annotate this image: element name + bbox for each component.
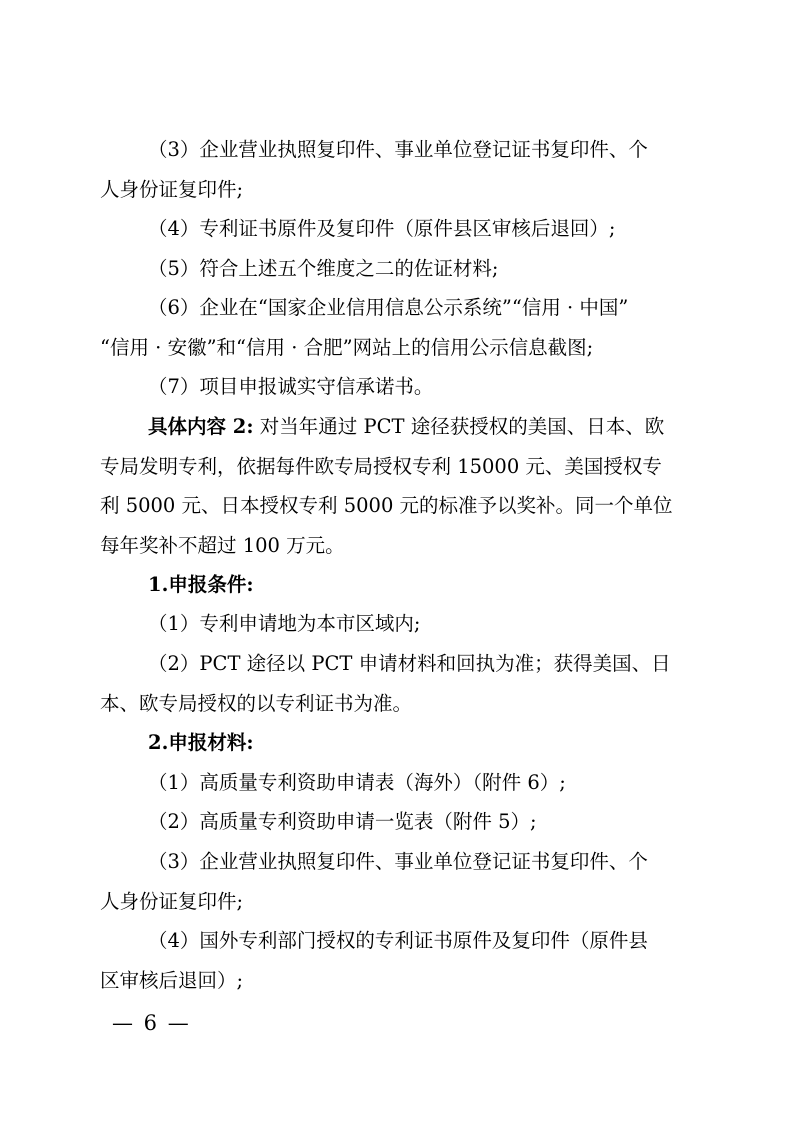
text-line: 本、欧专局授权的以专利证书为准。	[100, 691, 413, 715]
paragraph-condition-2	[100, 644, 695, 723]
paragraph-content-2	[100, 407, 695, 565]
text-line: （6）企业在“国家企业信用信息公示系统”“信用 · 中国”	[148, 296, 629, 319]
paragraph-material-3	[100, 842, 695, 921]
paragraph-material-4	[100, 921, 695, 1000]
section-heading-conditions	[100, 565, 695, 605]
text-line: （1）专利申请地为本市区域内;	[148, 612, 421, 635]
paragraph-item-3-materials	[100, 130, 695, 209]
text-line: （2）高质量专利资助申请一览表（附件 5）;	[148, 810, 537, 833]
text-line: （1）高质量专利资助申请表（海外）（附件 6）;	[148, 771, 566, 794]
paragraph-material-2	[100, 802, 695, 842]
content-label: 具体内容 2:	[148, 415, 254, 438]
text-line: 人身份证复印件;	[100, 889, 244, 913]
text-line: （2）PCT 途径以 PCT 申请材料和回执为准；获得美国、日	[148, 652, 671, 675]
text-line: 人身份证复印件;	[100, 177, 244, 201]
text-line	[100, 407, 695, 447]
text-line: （4）国外专利部门授权的专利证书原件及复印件（原件县	[148, 929, 648, 952]
text-line: （5）符合上述五个维度之二的佐证材料;	[148, 257, 499, 280]
text-line: （3）企业营业执照复印件、事业单位登记证书复印件、个	[148, 850, 648, 873]
text-run: 对当年通过 PCT 途径获授权的美国、日本、欧	[253, 415, 665, 438]
paragraph-item-6-credit	[100, 288, 695, 367]
paragraph-item-5-evidence	[100, 249, 695, 289]
heading-text: 2.申报材料:	[148, 731, 254, 754]
text-line: 每年奖补不超过 100 万元。	[100, 533, 345, 557]
text-line: 区审核后退回）;	[100, 968, 244, 992]
paragraph-material-1	[100, 763, 695, 803]
section-heading-materials	[100, 723, 695, 763]
text-line: （4）专利证书原件及复印件（原件县区审核后退回）;	[148, 217, 616, 240]
paragraph-condition-1	[100, 604, 695, 644]
text-line: “信用 · 安徽”和“信用 · 合肥”网站上的信用公示信息截图;	[100, 335, 594, 359]
page-number: — 6 —	[112, 1011, 191, 1035]
text-line: 专局发明专利，依据每件欧专局授权专利 15000 元、美国授权专	[100, 454, 662, 478]
paragraph-item-7-pledge	[100, 367, 695, 407]
heading-text: 1.申报条件:	[148, 573, 254, 596]
text-line: （7）项目申报诚实守信承诺书。	[148, 375, 434, 398]
paragraph-item-4-certificate	[100, 209, 695, 249]
text-line: （3）企业营业执照复印件、事业单位登记证书复印件、个	[148, 138, 648, 161]
text-line: 利 5000 元、日本授权专利 5000 元的标准予以奖补。同一个单位	[100, 494, 673, 518]
